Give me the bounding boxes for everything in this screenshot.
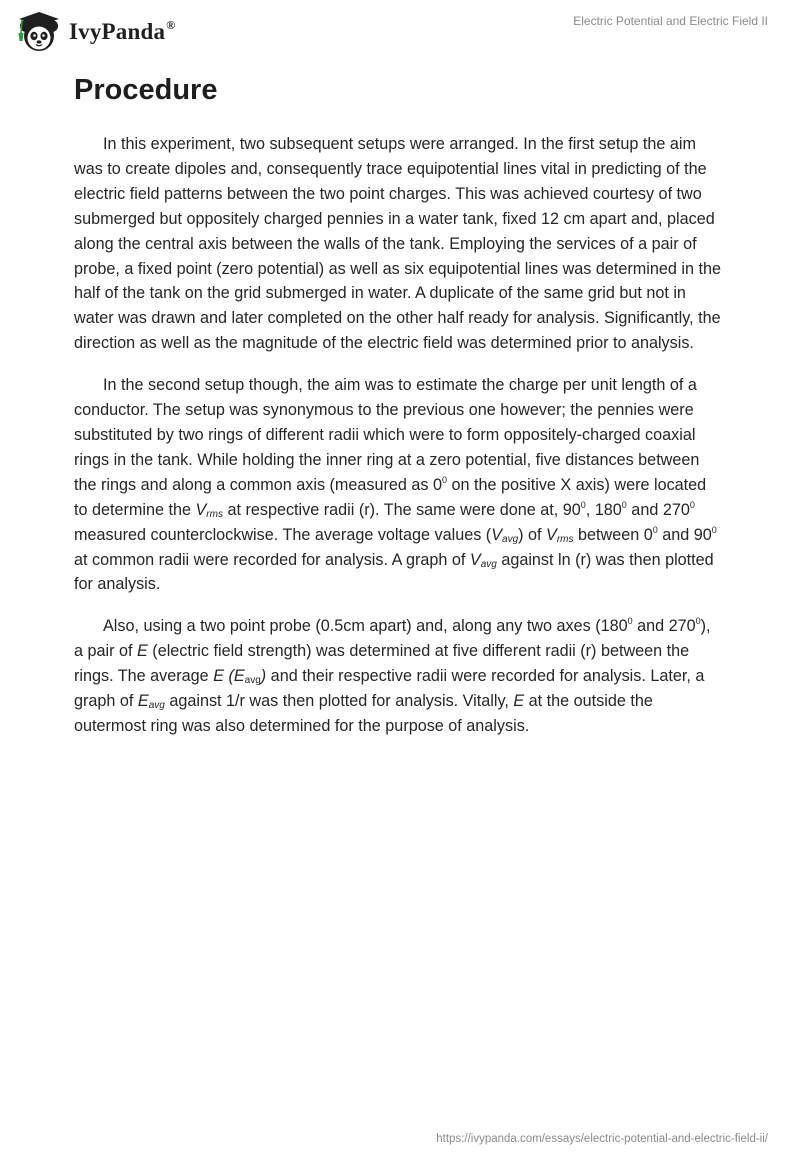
- panda-graduate-icon: [15, 9, 63, 55]
- source-url[interactable]: https://ivypanda.com/essays/electric-potential-and-electric-field-ii/: [436, 1133, 768, 1145]
- section-title: Procedure: [74, 74, 218, 106]
- brand-name: IvyPanda®: [69, 18, 176, 44]
- brand-logo[interactable]: [15, 8, 175, 56]
- article-body: [74, 132, 724, 756]
- paragraph-3: Also, using a two point probe (0.5cm apart) and, along any two axes ($180^0$ and $270^0$), a pair of E (electric field strength) was determined at five different radii (r) between the rings. The average E $(E_{avg})$ and their respective radii were recorded for analysis. Later, a graph of $E_{avg}$ against 1/r was then plotted for analysis. Vitally, E at the outside the outermost ring was also determined for the purpose of analysis.: [74, 616, 711, 735]
- document-title: Electric Potential and Electric Field II: [573, 14, 768, 28]
- paragraph-1: In this experiment, two subsequent setups were arranged. In the first setup the aim was to create dipoles and, consequently trace equipotential lines vital in predicting of the electric field patterns between the two point charges. This was achieved courtesy of two submerged but oppositely charged pennies in a water tank, fixed 12 cm apart and, placed along the central axis between the walls of the tank. Employing the services of a pair of probe, a fixed point (zero potential) as well as six equipotential lines was determined in the half of the tank on the grid submerged in water. A duplicate of the same grid but not in water was drawn and later completed on the other half ready for analysis. Significantly, the direction as well as the magnitude of the electric field was determined prior to analysis.: [74, 135, 721, 353]
- paragraph-2: In the second setup though, the aim was to estimate the charge per unit length of a conductor. The setup was synonymous to the previous one however; the pennies were substituted by two rings of different radii which were to form oppositely-charged coaxial rings in the tank. While holding the inner ring at a zero potential, five distances between the rings and along a common axis (measured as $0^0$ on the positive X axis) were located to determine the $V_{rms}$ at respective radii (r). The same were done at, $90^0$, $180^0$ and $270^0$ measured counterclockwise. The average voltage values $(V_{avg})$ of $V_{rms}$ between $0^0$ and $90^0$ at common radii were recorded for analysis. A graph of $V_{avg}$ against ln (r) was then plotted for analysis.: [74, 376, 717, 594]
